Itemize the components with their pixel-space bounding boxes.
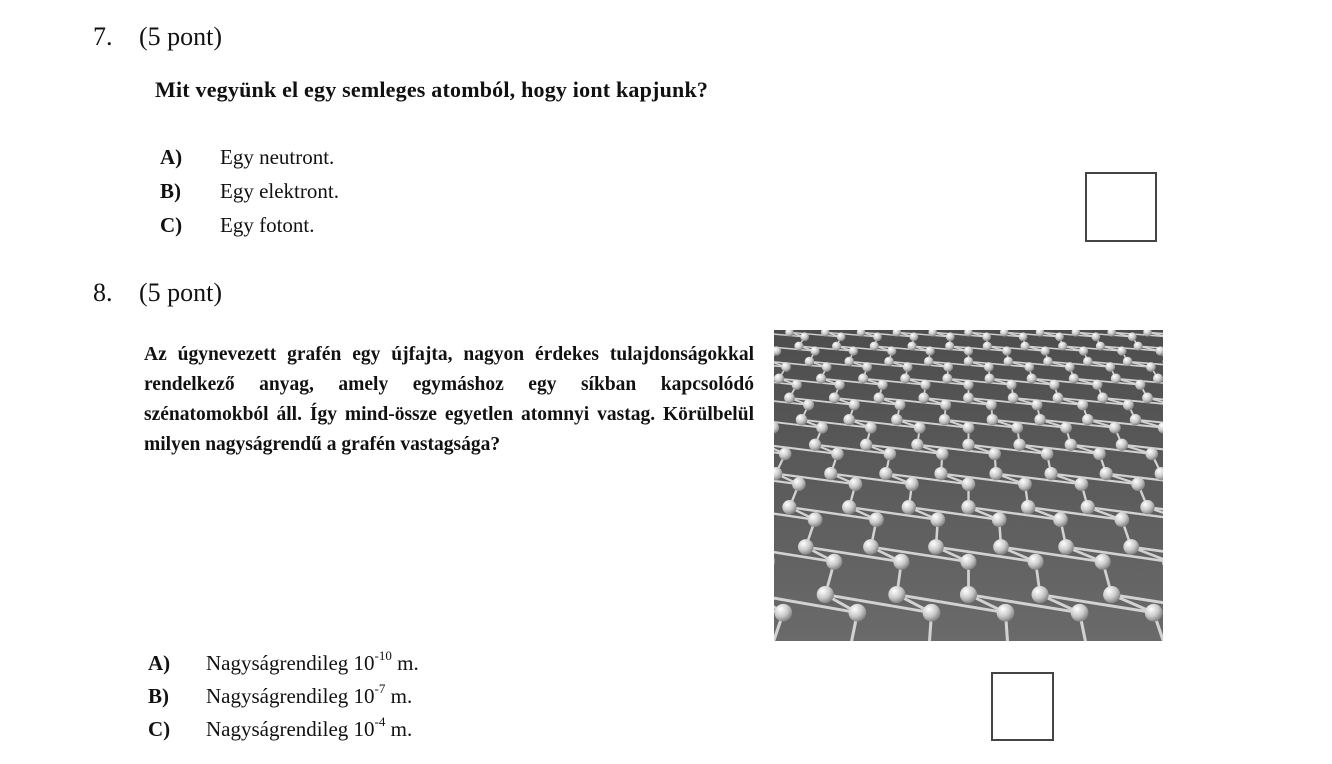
lattice-atom	[805, 357, 815, 367]
lattice-atom	[1092, 332, 1101, 341]
lattice-atom	[945, 342, 954, 351]
lattice-atom	[1032, 586, 1049, 603]
lattice-atom	[1123, 399, 1134, 410]
lattice-atom	[900, 374, 910, 384]
lattice-atom	[826, 554, 842, 570]
lattice-atom	[1117, 346, 1126, 355]
lattice-atom	[1041, 448, 1054, 461]
lattice-atom	[792, 477, 806, 491]
lattice-atom	[1116, 439, 1128, 451]
lattice-atom	[816, 374, 826, 384]
lattice-atom	[960, 586, 977, 603]
lattice-atom	[1004, 357, 1014, 367]
lattice-atom	[1103, 586, 1120, 603]
lattice-atom	[993, 539, 1009, 555]
lattice-atom	[1053, 512, 1068, 527]
lattice-atom	[964, 357, 974, 367]
lattice-atom	[849, 346, 858, 355]
q8-option-a[interactable]	[148, 641, 419, 674]
lattice-atom	[961, 500, 975, 514]
lattice-atom	[1093, 448, 1106, 461]
lattice-atom	[924, 357, 934, 367]
lattice-atom	[817, 586, 834, 603]
lattice-atom	[1065, 439, 1077, 451]
lattice-atom	[774, 604, 792, 622]
option-text: Nagyságrendileg 10	[206, 684, 375, 708]
lattice-atom	[803, 399, 814, 410]
lattice-atom	[982, 332, 991, 341]
lattice-atom	[858, 374, 868, 384]
question-7-heading	[93, 22, 222, 52]
lattice-atom	[1013, 439, 1025, 451]
lattice-atom	[1145, 604, 1163, 622]
option-exponent: -10	[374, 648, 392, 663]
option-text: Egy neutront.	[220, 145, 335, 169]
question-7-points: (5 pont)	[139, 22, 223, 51]
lattice-atom	[849, 399, 860, 410]
lattice-atom	[794, 342, 803, 351]
lattice-atom	[891, 414, 902, 425]
lattice-atom	[863, 539, 879, 555]
lattice-atom	[1096, 342, 1105, 351]
lattice-atom	[1083, 357, 1093, 367]
option-text: Nagyságrendileg 10	[206, 717, 375, 741]
option-letter: C)	[148, 717, 171, 741]
lattice-atom	[862, 362, 872, 372]
lattice-atom	[1146, 448, 1159, 461]
lattice-atom	[816, 422, 828, 434]
lattice-atom	[888, 586, 905, 603]
option-exponent: -4	[374, 714, 386, 729]
lattice-atom	[837, 332, 846, 341]
lattice-atom	[1011, 422, 1023, 434]
lattice-atom	[779, 448, 792, 461]
lattice-atom	[784, 393, 795, 404]
question-8-prompt: Az úgynevezett grafén egy újfajta, nagyon érdekes tulajdonságokkal rendelkező anyag, amely egymáshoz egy síkban kapcsolódó szénatomokból áll. Így mind-össze egyetlen atomnyi vastag. Körülbelül milyen nagyságrendű a grafén vastagsága?	[144, 344, 754, 455]
lattice-atom	[1140, 500, 1154, 514]
lattice-atom	[860, 439, 872, 451]
lattice-atom	[844, 357, 854, 367]
lattice-atom	[1077, 399, 1088, 410]
lattice-atom	[1028, 554, 1044, 570]
lattice-atom	[1058, 539, 1074, 555]
lattice-atom	[964, 346, 973, 355]
lattice-atom	[849, 477, 863, 491]
lattice-atom	[1079, 346, 1088, 355]
lattice-atom	[822, 362, 832, 372]
lattice-atom	[1134, 342, 1143, 351]
lattice-atom	[782, 500, 796, 514]
lattice-atom	[1105, 362, 1115, 372]
lattice-atom	[1021, 500, 1035, 514]
lattice-atom	[989, 467, 1002, 480]
lattice-atom	[1002, 346, 1011, 355]
lattice-atom	[1024, 362, 1034, 372]
option-text: Egy fotont.	[220, 213, 315, 237]
lattice-atom	[1123, 357, 1133, 367]
lattice-atom	[849, 604, 867, 622]
lattice-atom	[843, 414, 854, 425]
option-unit: m.	[385, 717, 413, 741]
lattice-atom	[781, 362, 791, 372]
graphene-lattice-illustration	[774, 330, 1163, 641]
lattice-atom	[1065, 362, 1075, 372]
lattice-atom	[1142, 393, 1153, 404]
question-7-options	[160, 140, 339, 242]
lattice-atom	[1092, 380, 1102, 390]
lattice-atom	[1045, 467, 1058, 480]
lattice-atom	[824, 467, 837, 480]
lattice-atom	[842, 500, 856, 514]
question-8-heading	[93, 278, 222, 308]
question-8-points: (5 pont)	[139, 278, 223, 307]
lattice-atom	[808, 512, 823, 527]
lattice-atom	[902, 500, 916, 514]
lattice-atom	[809, 439, 821, 451]
option-text: Nagyságrendileg 10	[206, 651, 375, 675]
lattice-atom	[870, 342, 879, 351]
lattice-atom	[963, 422, 975, 434]
lattice-atom	[963, 393, 974, 404]
lattice-atom	[942, 374, 952, 384]
lattice-atom	[1006, 380, 1016, 390]
lattice-atom	[984, 362, 994, 372]
lattice-atom	[800, 332, 809, 341]
question-7-answer-box[interactable]	[1085, 172, 1157, 242]
lattice-atom	[910, 332, 919, 341]
lattice-atom	[960, 554, 976, 570]
option-letter: A)	[160, 145, 183, 169]
q7-option-a[interactable]	[160, 140, 339, 174]
lattice-atom	[905, 477, 919, 491]
lattice-atom	[884, 448, 897, 461]
option-letter: B)	[148, 684, 169, 708]
lattice-atom	[1071, 604, 1089, 622]
lattice-atom	[1075, 477, 1089, 491]
lattice-atom	[1020, 342, 1029, 351]
lattice-atom	[874, 393, 885, 404]
lattice-atom	[1041, 346, 1050, 355]
lattice-atom	[887, 346, 896, 355]
lattice-atom	[1128, 332, 1137, 341]
lattice-atom	[930, 512, 945, 527]
option-unit: m.	[391, 651, 419, 675]
lattice-atom	[834, 380, 844, 390]
lattice-atom	[946, 332, 955, 341]
lattice-atom	[1109, 422, 1121, 434]
lattice-atom	[1082, 414, 1093, 425]
lattice-atom	[962, 439, 974, 451]
question-8-number: 8.	[93, 278, 113, 307]
lattice-atom	[831, 448, 844, 461]
lattice-atom	[1034, 414, 1045, 425]
lattice-atom	[893, 554, 909, 570]
lattice-atom	[1008, 393, 1019, 404]
question-7-prompt: Mit vegyünk el egy semleges atomból, hogy iont kapjunk?	[155, 77, 709, 102]
option-unit: m.	[385, 684, 413, 708]
lattice-atom	[940, 399, 951, 410]
lattice-atom	[928, 539, 944, 555]
lattice-atom	[907, 342, 916, 351]
lattice-atom	[1027, 374, 1037, 384]
lattice-atom	[1130, 414, 1141, 425]
lattice-atom	[1018, 477, 1032, 491]
lattice-atom	[884, 357, 894, 367]
q8-option-c[interactable]	[148, 707, 419, 740]
lattice-atom	[914, 422, 926, 434]
lattice-atom	[923, 604, 941, 622]
option-letter: A)	[148, 651, 171, 675]
lattice-atom	[934, 467, 947, 480]
lattice-atom	[1131, 477, 1145, 491]
option-text: Egy elektront.	[220, 179, 339, 203]
lattice-atom	[1146, 362, 1156, 372]
lattice-atom	[877, 380, 887, 390]
lattice-atom	[1069, 374, 1079, 384]
lattice-atom	[1043, 357, 1053, 367]
lattice-atom	[796, 414, 807, 425]
lattice-atom	[903, 362, 913, 372]
q7-option-b[interactable]	[160, 174, 339, 208]
lattice-atom	[865, 422, 877, 434]
lattice-atom	[1123, 539, 1139, 555]
lattice-atom	[1111, 374, 1121, 384]
lattice-atom	[869, 512, 884, 527]
q8-option-b[interactable]	[148, 674, 419, 707]
lattice-atom	[1060, 422, 1072, 434]
lattice-atom	[1019, 332, 1028, 341]
lattice-atom	[879, 467, 892, 480]
lattice-atom	[1055, 332, 1064, 341]
lattice-atom	[792, 380, 802, 390]
lattice-atom	[895, 399, 906, 410]
lattice-atom	[918, 393, 929, 404]
lattice-atom	[1032, 399, 1043, 410]
lattice-atom	[1058, 342, 1067, 351]
lattice-atom	[920, 380, 930, 390]
lattice-atom	[1097, 393, 1108, 404]
lattice-atom	[832, 342, 841, 351]
lattice-atom	[1153, 374, 1163, 384]
question-8-answer-box[interactable]	[991, 672, 1054, 741]
lattice-atom	[992, 512, 1007, 527]
lattice-atom	[986, 399, 997, 410]
lattice-atom	[939, 414, 950, 425]
lattice-atom	[1135, 380, 1145, 390]
option-exponent: -7	[374, 681, 386, 696]
lattice-atom	[997, 604, 1015, 622]
graphene-lattice-image	[774, 330, 1163, 641]
lattice-atom	[936, 448, 949, 461]
lattice-atom	[963, 380, 973, 390]
question-7-number: 7.	[93, 22, 113, 51]
lattice-atom	[1053, 393, 1064, 404]
question-8-options	[148, 641, 419, 740]
lattice-atom	[962, 477, 976, 491]
lattice-atom	[1100, 467, 1113, 480]
lattice-atom	[1095, 554, 1111, 570]
lattice-atom	[1049, 380, 1059, 390]
option-letter: C)	[160, 213, 183, 237]
lattice-atom	[1081, 500, 1095, 514]
lattice-atom	[1115, 512, 1130, 527]
lattice-atom	[926, 346, 935, 355]
lattice-atom	[873, 332, 882, 341]
option-letter: B)	[160, 179, 181, 203]
lattice-atom	[987, 414, 998, 425]
q7-option-c[interactable]	[160, 208, 339, 242]
lattice-atom	[983, 342, 992, 351]
lattice-atom	[798, 539, 814, 555]
lattice-atom	[943, 362, 953, 372]
lattice-atom	[829, 393, 840, 404]
lattice-atom	[774, 374, 784, 384]
lattice-atom	[985, 374, 995, 384]
lattice-atom	[988, 448, 1001, 461]
lattice-atom	[811, 346, 820, 355]
lattice-atom	[911, 439, 923, 451]
